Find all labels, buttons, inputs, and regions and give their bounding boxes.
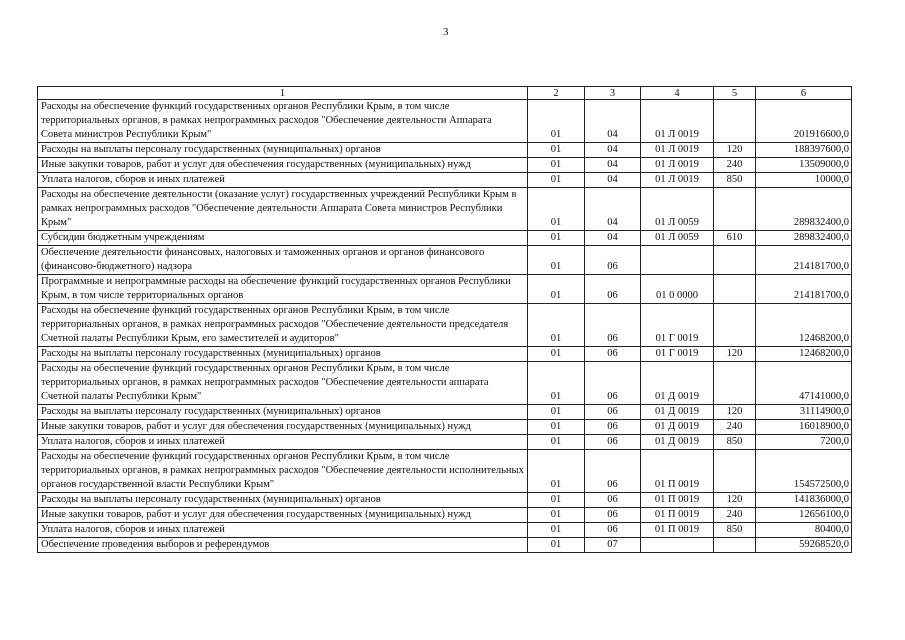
amount-cell: 188397600,0 [756, 143, 852, 158]
target-article-cell: 01 П 0019 [641, 493, 714, 508]
amount-cell: 12468200,0 [756, 347, 852, 362]
name-cell: Расходы на обеспечение функций государственных органов Республики Крым, в том числе территориальных органов, в рамках непрограммных расходов "Обеспечение деятельности председателя Счетной палаты Республики Крым, его заместителей и аудиторов" [38, 304, 528, 347]
subsection-cell: 07 [585, 538, 641, 553]
target-article-cell: 01 П 0019 [641, 508, 714, 523]
table-row [38, 508, 852, 523]
amount-cell: 31114900,0 [756, 405, 852, 420]
expense-type-cell: 850 [714, 173, 756, 188]
subsection-cell: 06 [585, 347, 641, 362]
amount-cell: 141836000,0 [756, 493, 852, 508]
section-cell: 01 [528, 158, 585, 173]
name-cell: Иные закупки товаров, работ и услуг для обеспечения государственных (муниципальных) нужд [38, 508, 528, 523]
expense-type-cell: 610 [714, 231, 756, 246]
expense-type-cell [714, 450, 756, 493]
section-cell: 01 [528, 246, 585, 275]
target-article-cell: 01 Д 0019 [641, 420, 714, 435]
subsection-cell: 06 [585, 523, 641, 538]
amount-cell: 59268520,0 [756, 538, 852, 553]
target-article-cell: 01 П 0019 [641, 523, 714, 538]
table-row [38, 304, 852, 347]
table-row [38, 420, 852, 435]
name-cell: Расходы на выплаты персоналу государственных (муниципальных) органов [38, 347, 528, 362]
expense-type-cell: 120 [714, 405, 756, 420]
target-article-cell [641, 538, 714, 553]
table-row [38, 347, 852, 362]
table-row [38, 100, 852, 143]
subsection-cell: 06 [585, 275, 641, 304]
name-cell: Иные закупки товаров, работ и услуг для обеспечения государственных (муниципальных) нужд [38, 420, 528, 435]
target-article-cell: 01 0 0000 [641, 275, 714, 304]
expense-type-cell: 120 [714, 347, 756, 362]
name-cell: Субсидии бюджетным учреждениям [38, 231, 528, 246]
subsection-cell: 04 [585, 231, 641, 246]
name-cell: Расходы на выплаты персоналу государственных (муниципальных) органов [38, 405, 528, 420]
section-cell: 01 [528, 362, 585, 405]
expense-type-cell [714, 538, 756, 553]
subsection-cell: 06 [585, 450, 641, 493]
name-cell: Обеспечение деятельности финансовых, налоговых и таможенных органов и органов финансового (финансово-бюджетного) надзора [38, 246, 528, 275]
section-cell: 01 [528, 508, 585, 523]
expense-type-cell [714, 188, 756, 231]
section-cell: 01 [528, 275, 585, 304]
expense-type-cell [714, 275, 756, 304]
subsection-cell: 06 [585, 420, 641, 435]
amount-cell: 201916600,0 [756, 100, 852, 143]
target-article-cell: 01 Л 0019 [641, 158, 714, 173]
target-article-cell: 01 Л 0059 [641, 231, 714, 246]
table-row [38, 246, 852, 275]
amount-cell: 12656100,0 [756, 508, 852, 523]
amount-cell: 12468200,0 [756, 304, 852, 347]
name-cell: Расходы на обеспечение функций государственных органов Республики Крым, в том числе территориальных органов, в рамках непрограммных расходов "Обеспечение деятельности аппарата Счетной палаты Республики Крым" [38, 362, 528, 405]
table-row [38, 143, 852, 158]
name-cell: Расходы на обеспечение функций государственных органов Республики Крым, в том числе территориальных органов, в рамках непрограммных расходов "Обеспечение деятельности исполнительных органов государственной власти Республики Крым" [38, 450, 528, 493]
amount-cell: 16018900,0 [756, 420, 852, 435]
section-cell: 01 [528, 173, 585, 188]
target-article-cell: 01 Г 0019 [641, 347, 714, 362]
expense-type-cell [714, 100, 756, 143]
column-number-row [38, 87, 852, 100]
amount-cell: 80400,0 [756, 523, 852, 538]
target-article-cell: 01 П 0019 [641, 450, 714, 493]
column-header-2: 2 [528, 87, 585, 100]
table-row [38, 173, 852, 188]
column-header-6: 6 [756, 87, 852, 100]
table-row [38, 188, 852, 231]
name-cell: Уплата налогов, сборов и иных платежей [38, 435, 528, 450]
table-row [38, 405, 852, 420]
expense-type-cell: 240 [714, 420, 756, 435]
name-cell: Расходы на выплаты персоналу государственных (муниципальных) органов [38, 493, 528, 508]
amount-cell: 289832400,0 [756, 231, 852, 246]
expense-type-cell: 120 [714, 143, 756, 158]
table-row [38, 523, 852, 538]
expense-type-cell: 120 [714, 493, 756, 508]
subsection-cell: 04 [585, 173, 641, 188]
subsection-cell: 06 [585, 362, 641, 405]
page-number: 3 [443, 26, 449, 38]
target-article-cell: 01 Л 0059 [641, 188, 714, 231]
table-row [38, 158, 852, 173]
subsection-cell: 04 [585, 158, 641, 173]
section-cell: 01 [528, 523, 585, 538]
subsection-cell: 06 [585, 405, 641, 420]
section-cell: 01 [528, 231, 585, 246]
expense-type-cell [714, 362, 756, 405]
expense-type-cell [714, 304, 756, 347]
name-cell: Расходы на обеспечение деятельности (оказание услуг) государственных учреждений Республики Крым в рамках непрограммных расходов "Обеспечение деятельности Аппарата Совета министров Республики Крым" [38, 188, 528, 231]
section-cell: 01 [528, 450, 585, 493]
section-cell: 01 [528, 143, 585, 158]
expense-type-cell: 240 [714, 158, 756, 173]
section-cell: 01 [528, 435, 585, 450]
target-article-cell: 01 Д 0019 [641, 362, 714, 405]
target-article-cell: 01 Г 0019 [641, 304, 714, 347]
subsection-cell: 06 [585, 304, 641, 347]
expense-type-cell [714, 246, 756, 275]
subsection-cell: 06 [585, 246, 641, 275]
table-row [38, 493, 852, 508]
target-article-cell: 01 Д 0019 [641, 405, 714, 420]
name-cell: Уплата налогов, сборов и иных платежей [38, 173, 528, 188]
subsection-cell: 04 [585, 143, 641, 158]
amount-cell: 7200,0 [756, 435, 852, 450]
budget-table [37, 86, 852, 553]
section-cell: 01 [528, 100, 585, 143]
expense-type-cell: 240 [714, 508, 756, 523]
subsection-cell: 04 [585, 188, 641, 231]
name-cell: Программные и непрограммные расходы на обеспечение функций государственных органов Республики Крым, в том числе территориальных органов [38, 275, 528, 304]
table-row [38, 450, 852, 493]
column-header-5: 5 [714, 87, 756, 100]
column-header-3: 3 [585, 87, 641, 100]
expense-type-cell: 850 [714, 523, 756, 538]
target-article-cell: 01 Д 0019 [641, 435, 714, 450]
section-cell: 01 [528, 538, 585, 553]
section-cell: 01 [528, 188, 585, 231]
table-row [38, 231, 852, 246]
section-cell: 01 [528, 493, 585, 508]
section-cell: 01 [528, 420, 585, 435]
amount-cell: 10000,0 [756, 173, 852, 188]
subsection-cell: 06 [585, 493, 641, 508]
subsection-cell: 06 [585, 508, 641, 523]
amount-cell: 154572500,0 [756, 450, 852, 493]
amount-cell: 47141000,0 [756, 362, 852, 405]
column-header-4: 4 [641, 87, 714, 100]
table-row [38, 275, 852, 304]
amount-cell: 289832400,0 [756, 188, 852, 231]
table-body [38, 100, 852, 553]
name-cell: Иные закупки товаров, работ и услуг для обеспечения государственных (муниципальных) нужд [38, 158, 528, 173]
target-article-cell: 01 Л 0019 [641, 100, 714, 143]
column-header-1: 1 [38, 87, 528, 100]
expense-type-cell: 850 [714, 435, 756, 450]
name-cell: Расходы на выплаты персоналу государственных (муниципальных) органов [38, 143, 528, 158]
table-row [38, 435, 852, 450]
name-cell: Расходы на обеспечение функций государственных органов Республики Крым, в том числе территориальных органов, в рамках непрограммных расходов "Обеспечение деятельности Аппарата Совета министров Республики Крым" [38, 100, 528, 143]
target-article-cell: 01 Л 0019 [641, 173, 714, 188]
amount-cell: 13509000,0 [756, 158, 852, 173]
subsection-cell: 04 [585, 100, 641, 143]
name-cell: Обеспечение проведения выборов и референдумов [38, 538, 528, 553]
subsection-cell: 06 [585, 435, 641, 450]
target-article-cell: 01 Л 0019 [641, 143, 714, 158]
table-row [38, 362, 852, 405]
amount-cell: 214181700,0 [756, 246, 852, 275]
section-cell: 01 [528, 347, 585, 362]
target-article-cell [641, 246, 714, 275]
table-row [38, 538, 852, 553]
amount-cell: 214181700,0 [756, 275, 852, 304]
section-cell: 01 [528, 304, 585, 347]
section-cell: 01 [528, 405, 585, 420]
name-cell: Уплата налогов, сборов и иных платежей [38, 523, 528, 538]
